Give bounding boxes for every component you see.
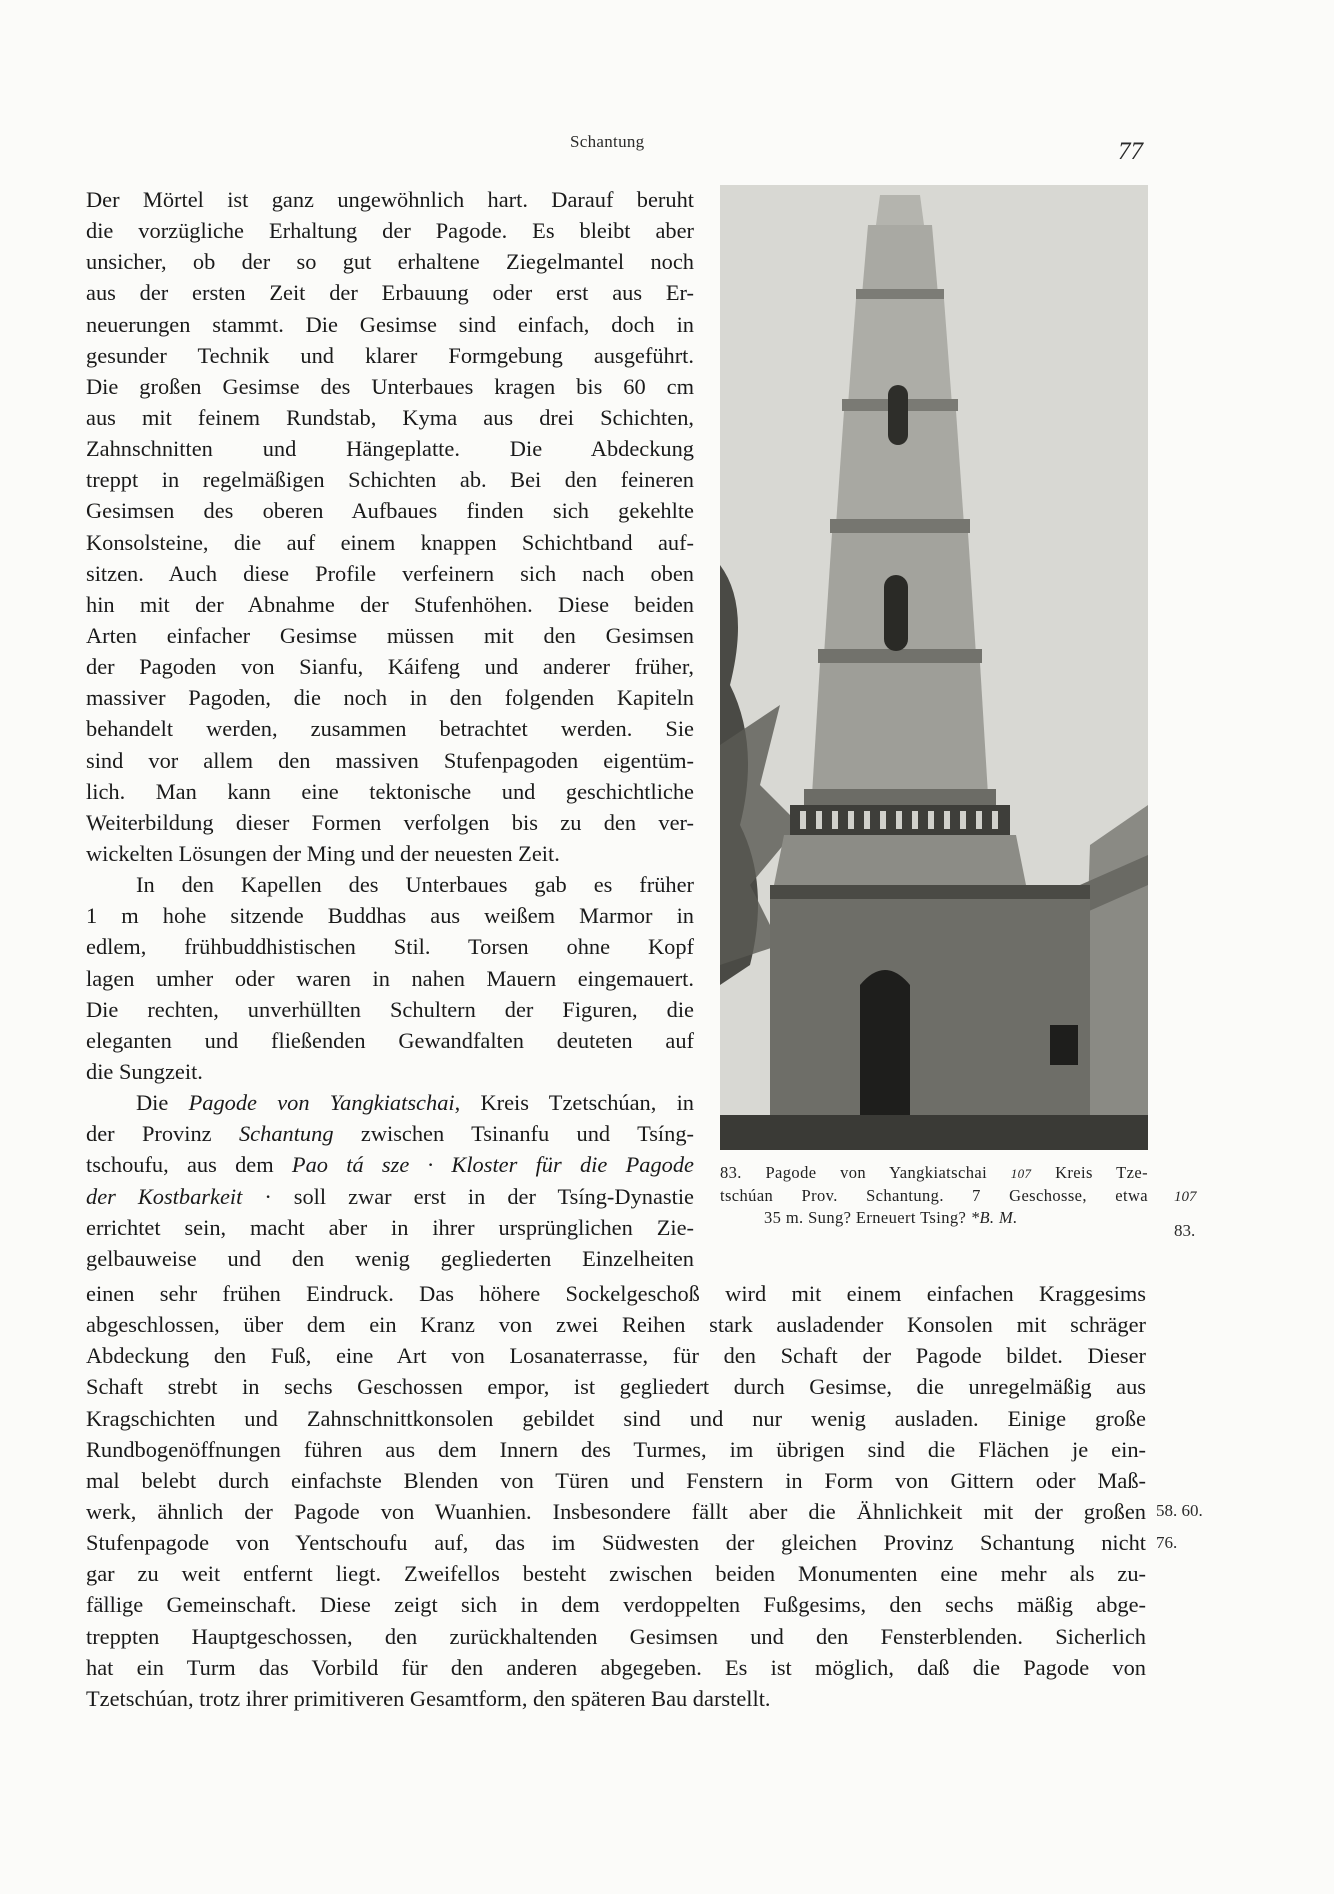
- text-line: behandelt werden, zusammen betrachtet werden. Sie: [86, 716, 694, 742]
- text-line: unsicher, ob der so gut erhaltene Ziegelmantel noch: [86, 249, 694, 275]
- text-line: eleganten und fließenden Gewandfalten deuteten auf: [86, 1027, 694, 1053]
- text-line: neuerungen stammt. Die Gesimse sind einfach, doch in: [86, 311, 694, 337]
- page-number: 77: [1118, 138, 1143, 165]
- text-run: zwischen Tsinanfu und Tsíng-: [333, 1121, 694, 1147]
- text-line: aus mit feinem Rundstab, Kyma aus drei Schichten,: [86, 404, 694, 430]
- text-run: der Provinz: [86, 1121, 239, 1147]
- margin-note: 83.: [1174, 1221, 1196, 1240]
- text-line: werk, ähnlich der Pagode von Wuanhien. Insbesondere fällt aber die Ähnlichkeit mit der großen: [86, 1498, 1146, 1524]
- text-line: errichtet sein, macht aber in ihrer ursprünglichen Zie-: [86, 1214, 694, 1240]
- text-line: Der Mörtel ist ganz ungewöhnlich hart. Darauf beruht: [86, 187, 694, 212]
- text-line: gar zu weit entfernt liegt. Zweifellos besteht zwischen beiden Monumenten eine mehr als zu-: [86, 1561, 1146, 1587]
- text-line: treppt in regelmäßigen Schichten ab. Bei den feineren: [86, 467, 694, 493]
- text-line: einen sehr frühen Eindruck. Das höhere Sockelgeschoß wird mit einem einfachen Kraggesims: [86, 1281, 1146, 1306]
- text-line: gelbauweise und den wenig gegliederten Einzelheiten: [86, 1245, 694, 1271]
- text-line: mal belebt durch einfachste Blenden von Türen und Fenstern in Form von Gittern oder Maß-: [86, 1467, 1146, 1493]
- text-run: , Kreis Tzetschúan, in: [454, 1090, 694, 1116]
- province-name: Schantung: [238, 1121, 334, 1147]
- text-line: [86, 1118, 694, 1149]
- caption-line: [720, 1207, 1148, 1229]
- text-line: Zahnschnitten und Hängeplatte. Die Abdeckung: [86, 436, 694, 462]
- text-line: hat ein Turm das Vorbild für den anderen abgegeben. Es ist möglich, daß die Pagode von: [86, 1654, 1146, 1680]
- text-line: treppten Hauptgeschossen, den zurückhaltenden Gesimsen und den Fensterblenden. Sicherlich: [86, 1623, 1146, 1649]
- figure-caption: [720, 1162, 1148, 1229]
- text-line: Stufenpagode von Yentschoufu auf, das im Südwesten der gleichen Provinz Schantung nicht: [86, 1530, 1146, 1556]
- photo-credit: *B. M.: [970, 1208, 1018, 1227]
- full-width-text: [86, 1278, 1146, 1714]
- text-line: Arten einfacher Gesimse müssen mit den Gesimsen: [86, 622, 694, 648]
- text-run: tschoufu, aus dem: [86, 1152, 292, 1178]
- caption-ref: 107: [1010, 1166, 1032, 1181]
- text-line: sitzen. Auch diese Profile verfeinern sich nach oben: [86, 560, 694, 586]
- text-line: Tzetschúan, trotz ihrer primitiveren Gesamtform, den späteren Bau darstellt.: [86, 1685, 771, 1711]
- text-line: die vorzügliche Erhaltung der Pagode. Es bleibt aber: [86, 218, 694, 244]
- text-line: Konsolsteine, die auf einem knappen Schichtband auf-: [86, 529, 694, 555]
- text-run: Die: [136, 1090, 189, 1116]
- text-line: [86, 1087, 694, 1118]
- text-line: massiver Pagoden, die noch in den folgenden Kapiteln: [86, 685, 694, 711]
- column-text: [86, 184, 694, 1274]
- text-line: sind vor allem den massiven Stufenpagoden eigentüm-: [86, 747, 694, 773]
- text-line: der Pagoden von Sianfu, Káifeng und anderer früher,: [86, 654, 694, 680]
- text-line: fällige Gemeinschaft. Diese zeigt sich in dem verdoppelten Fußgesims, den sechs mäßig abge-: [86, 1592, 1146, 1618]
- temple-name-cont: der Kostbarkeit: [86, 1183, 243, 1209]
- text-line: [86, 1149, 694, 1180]
- place-name: Pagode von Yangkiatschai: [188, 1090, 455, 1116]
- caption-text: 83. Pagode von Yangkiatschai: [720, 1163, 1011, 1182]
- pagoda-photo: [720, 185, 1148, 1150]
- margin-note: 58. 60.: [1156, 1501, 1203, 1520]
- text-line: In den Kapellen des Unterbaues gab es früher: [136, 872, 694, 898]
- text-line: gesunder Technik und klarer Formgebung ausgeführt.: [86, 342, 694, 368]
- text-line: wickelten Lösungen der Ming und der neuesten Zeit.: [86, 840, 560, 866]
- running-header: Schantung: [570, 132, 645, 151]
- text-line: 1 m hohe sitzende Buddhas aus weißem Marmor in: [86, 903, 694, 929]
- caption-line: [720, 1162, 1148, 1185]
- margin-note: 107: [1174, 1189, 1197, 1205]
- margin-note: 76.: [1156, 1533, 1178, 1552]
- text-line: hin mit der Abnahme der Stufenhöhen. Diese beiden: [86, 591, 694, 617]
- text-line: lich. Man kann eine tektonische und geschichtliche: [86, 778, 694, 804]
- text-line: edlem, frühbuddhistischen Stil. Torsen ohne Kopf: [86, 934, 694, 960]
- caption-line: tschúan Prov. Schantung. 7 Geschosse, etwa: [720, 1186, 1148, 1205]
- text-line: Schaft strebt in sechs Geschossen empor, ist gegliedert durch Gesimse, die unregelmäßig aus: [86, 1374, 1146, 1400]
- text-line: Kragschichten und Zahnschnittkonsolen gebildet sind und nur wenig ausladen. Einige große: [86, 1405, 1146, 1431]
- text-line: die Sungzeit.: [86, 1058, 203, 1084]
- text-line: Weiterbildung dieser Formen verfolgen bis zu den ver-: [86, 809, 694, 835]
- text-line: Die großen Gesimse des Unterbaues kragen bis 60 cm: [86, 373, 694, 399]
- text-line: Rundbogenöffnungen führen aus dem Innern des Turmes, im übrigen sind die Flächen je ein-: [86, 1436, 1146, 1462]
- text-line: Die rechten, unverhüllten Schultern der Figuren, die: [86, 996, 694, 1022]
- temple-name: Pao tá sze · Kloster für die Pagode: [291, 1152, 694, 1178]
- text-line: [86, 1181, 694, 1212]
- text-line: abgeschlossen, über dem ein Kranz von zwei Reihen stark ausladender Konsolen mit schräger: [86, 1312, 1146, 1338]
- text-line: aus der ersten Zeit der Erbauung oder erst aus Er-: [86, 280, 694, 306]
- text-line: Abdeckung den Fuß, eine Art von Losanaterrasse, für den Schaft der Pagode bildet. Dieser: [86, 1343, 1146, 1369]
- caption-text: 35 m. Sung? Erneuert Tsing?: [764, 1208, 971, 1227]
- text-line: lagen umher oder waren in nahen Mauern eingemauert.: [86, 965, 694, 991]
- text-run: · soll zwar erst in der Tsíng-Dynastie: [242, 1183, 694, 1209]
- caption-text: Kreis Tze-: [1031, 1163, 1149, 1182]
- text-line: Gesimsen des oberen Aufbaues finden sich gekehlte: [86, 498, 694, 524]
